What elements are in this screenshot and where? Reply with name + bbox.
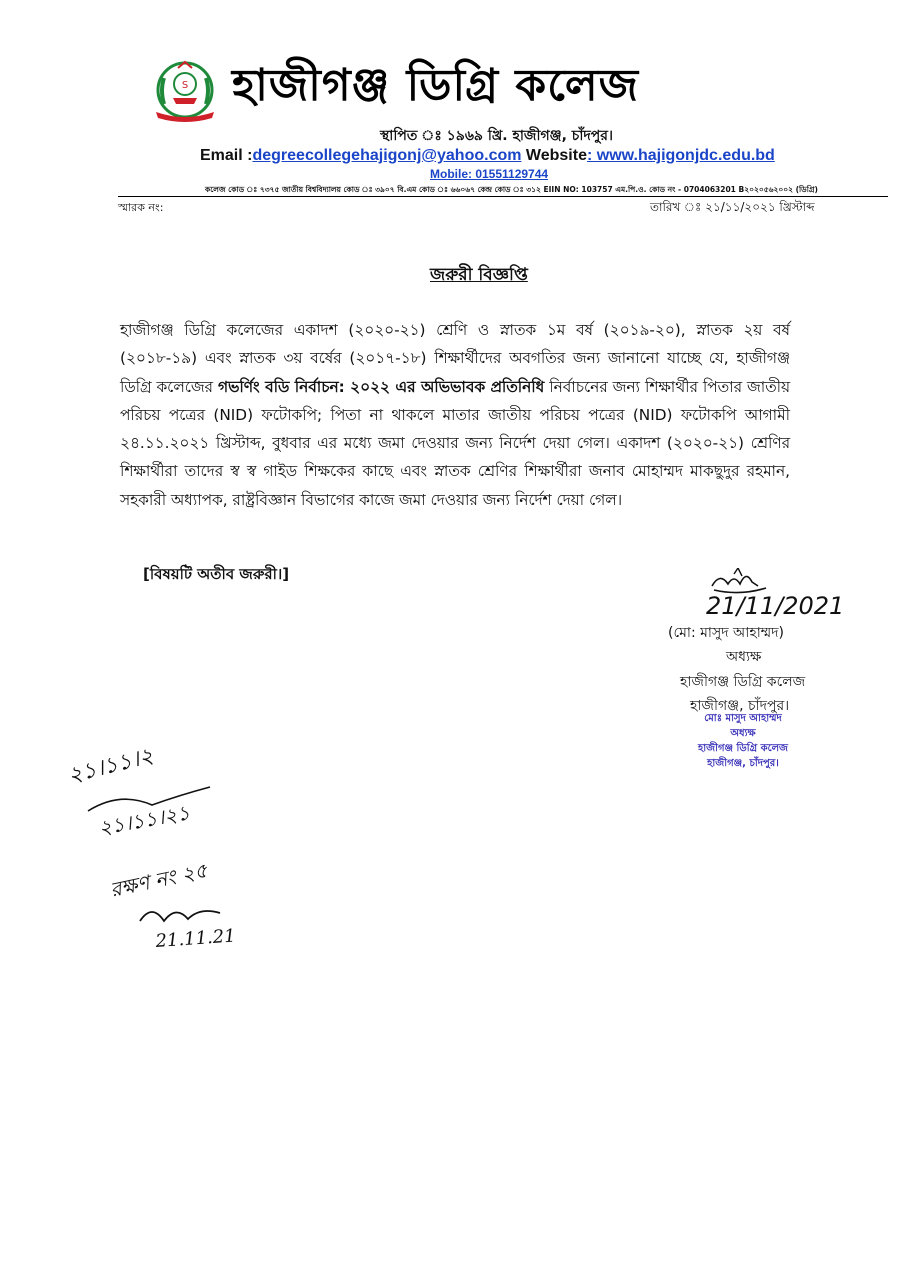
handwritten-receipt-note (60, 725, 280, 955)
institution-codes: কলেজ কোড ঃ ৭৩৭৫ জাতীয় বিশ্ববিদ্যালয় কোড ঃ ৩৯০৭ বি.এম কোড ঃ ৬৬০৬৭ কেন্দ্র কোড ঃ ৩১২ EIIN NO: 103757 এম.পি.ও. কোড নং - 0704063201 B২০২০৫৬২০০২ (ডিগ্রি) (205, 185, 818, 194)
urgent-note: [বিষয়টি অতীব জরুরী।] (143, 565, 290, 583)
handwritten-line-1: ২১।১১।২ (65, 743, 157, 789)
header-divider (118, 196, 888, 197)
handwritten-line-2: ২১।১১।২১ (96, 800, 192, 840)
contact-line (200, 147, 775, 165)
memo-number-label: স্মারক নং: (118, 201, 164, 214)
website-label: Website (525, 147, 587, 164)
body-text-part2: নির্বাচনের জন্য শিক্ষার্থীর পিতার জাতীয় পরিচয় পত্রের (NID) ফটোকপি; পিতা না থাকলে মাতার জাতীয় পরিচয় পত্রের (NID) ফটোকপি আগামী ২৪.১১.২০২১ খ্রিস্টাব্দ, বুধবার এর মধ্যে জমা দেওয়ার জন্য নির্দেশ দেয়া গেল। একাদশ (২০২০-২১) শ্রেণির শিক্ষার্থীরা তাদের স্ব স্ব গাইড শিক্ষকের কাছে এবং স্নাতক শ্রেণির শিক্ষার্থীরা জনাব মোহাম্মদ মাকছুদুর রহমান, সহকারী অধ্যাপক, রাষ্ট্রবিজ্ঞান বিভাগের কাজে জমা দেওয়ার জন্য নির্দেশ দেয়া গেল। (120, 377, 791, 509)
handwritten-line-3: রক্ষণ নং ২৫ (108, 857, 210, 902)
principal-college: হাজীগঞ্জ ডিগ্রি কলেজ (680, 674, 806, 690)
body-text-highlight: গভর্ণিং বডি নির্বাচন: ২০২২ এর অভিভাবক প্রতিনিধি (218, 377, 545, 396)
email-link[interactable]: degreecollegehajigonj@yahoo.com (252, 147, 522, 164)
principal-place: হাজীগঞ্জ, চাঁদপুর। (690, 698, 790, 714)
principal-signature (700, 568, 890, 628)
body-text-part1: হাজীগঞ্জ ডিগ্রি কলেজের একাদশ (২০২০-২১) শ্রেণি ও স্নাতক ১ম বর্ষ (২০১৯-২০), স্নাতক ২য় বর্ষ (২০১৮-১৯) এবং স্নাতক ৩য় বর্ষের (২০১৭-১৮) শিক্ষার্থীদের অবগতির জন্য জানানো যাচ্ছে যে, হাজীগঞ্জ ডিগ্রি কলেজের (120, 321, 790, 396)
seal-college: হাজীগঞ্জ ডিগ্রি কলেজ (697, 743, 788, 754)
principal-name: (মো: মাসুদ আহাম্মদ) (668, 625, 784, 641)
signature-date: 21/11/2021 (706, 592, 845, 620)
handwritten-line-4: 21.11.21 (154, 925, 237, 952)
seal-name: মোঃ মাসুদ আহাম্মদ (704, 713, 782, 724)
website-link[interactable]: : www.hajigonjdc.edu.bd (586, 147, 775, 164)
college-name: হাজীগঞ্জ ডিগ্রি কলেজ (232, 60, 640, 111)
seal-title: অধ্যক্ষ (730, 728, 756, 739)
principal-title: অধ্যক্ষ (726, 649, 762, 665)
established-line: স্থাপিত ঃ ১৯৬৯ খ্রি. হাজীগঞ্জ, চাঁদপুর। (380, 128, 613, 144)
notice-date: তারিখ ঃ ২১/১১/২০২১ খ্রিস্টাব্দ (650, 200, 815, 214)
notice-title: জরুরী বিজ্ঞপ্তি (430, 265, 528, 285)
college-logo (150, 60, 220, 124)
mobile-number: Mobile: 01551129744 (430, 167, 549, 181)
svg-text:S: S (181, 80, 189, 91)
notice-body (120, 316, 790, 514)
email-label: Email : (200, 147, 253, 164)
seal-place: হাজীগঞ্জ, চাঁদপুর। (707, 758, 779, 769)
principal-seal (668, 711, 818, 771)
